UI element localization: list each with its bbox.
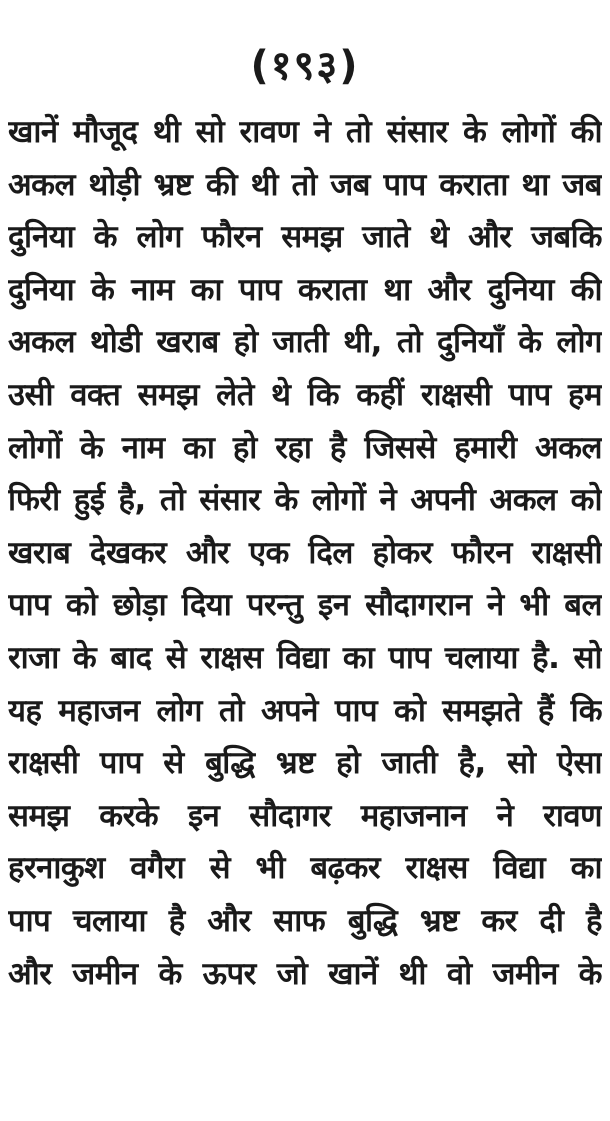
text-line: हरनाकुश वगैरा से भी बढ़कर राक्षस विद्या का xyxy=(8,850,602,887)
text-line: पाप चलाया है और साफ बुद्धि भ्रष्ट कर दी है xyxy=(8,902,602,939)
text-line: यह महाजन लोग तो अपने पाप को समझते हैं कि xyxy=(8,692,602,729)
text-line: राजा के बाद से राक्षस विद्या का पाप चलाया है. सो xyxy=(8,639,602,676)
text-line: फिरी हुई है, तो संसार के लोगों ने अपनी अकल को xyxy=(8,482,602,519)
text-line: पाप को छोड़ा दिया परन्तु इन सौदागरान ने भी बल xyxy=(8,587,602,624)
text-line: समझ करके इन सौदागर महाजनान ने रावण xyxy=(8,797,602,834)
body-text xyxy=(8,106,602,1000)
text-line: और जमीन के ऊपर जो खानें थी वो जमीन के xyxy=(8,955,602,992)
text-line: दुनिया के नाम का पाप कराता था और दुनिया की xyxy=(8,271,602,308)
text-line: दुनिया के लोग फौरन समझ जाते थे और जबकि xyxy=(8,219,602,256)
page-number: (१९३) xyxy=(250,43,360,89)
text-line: राक्षसी पाप से बुद्धि भ्रष्ट हो जाती है, सो ऐसा xyxy=(8,745,602,782)
text-line: खराब देखकर और एक दिल होकर फौरन राक्षसी xyxy=(8,534,602,571)
text-line: उसी वक्त समझ लेते थे कि कहीं राक्षसी पाप हम xyxy=(8,376,602,413)
text-line: अकल थोड़ी भ्रष्ट की थी तो जब पाप कराता था जब xyxy=(8,166,602,203)
text-line: अकल थोडी खराब हो जाती थी, तो दुनियाँ के लोग xyxy=(8,324,602,361)
text-line: खानें मौजूद थी सो रावण ने तो संसार के लोगों की xyxy=(8,114,602,150)
text-line: लोगों के नाम का हो रहा है जिससे हमारी अकल xyxy=(8,429,602,466)
